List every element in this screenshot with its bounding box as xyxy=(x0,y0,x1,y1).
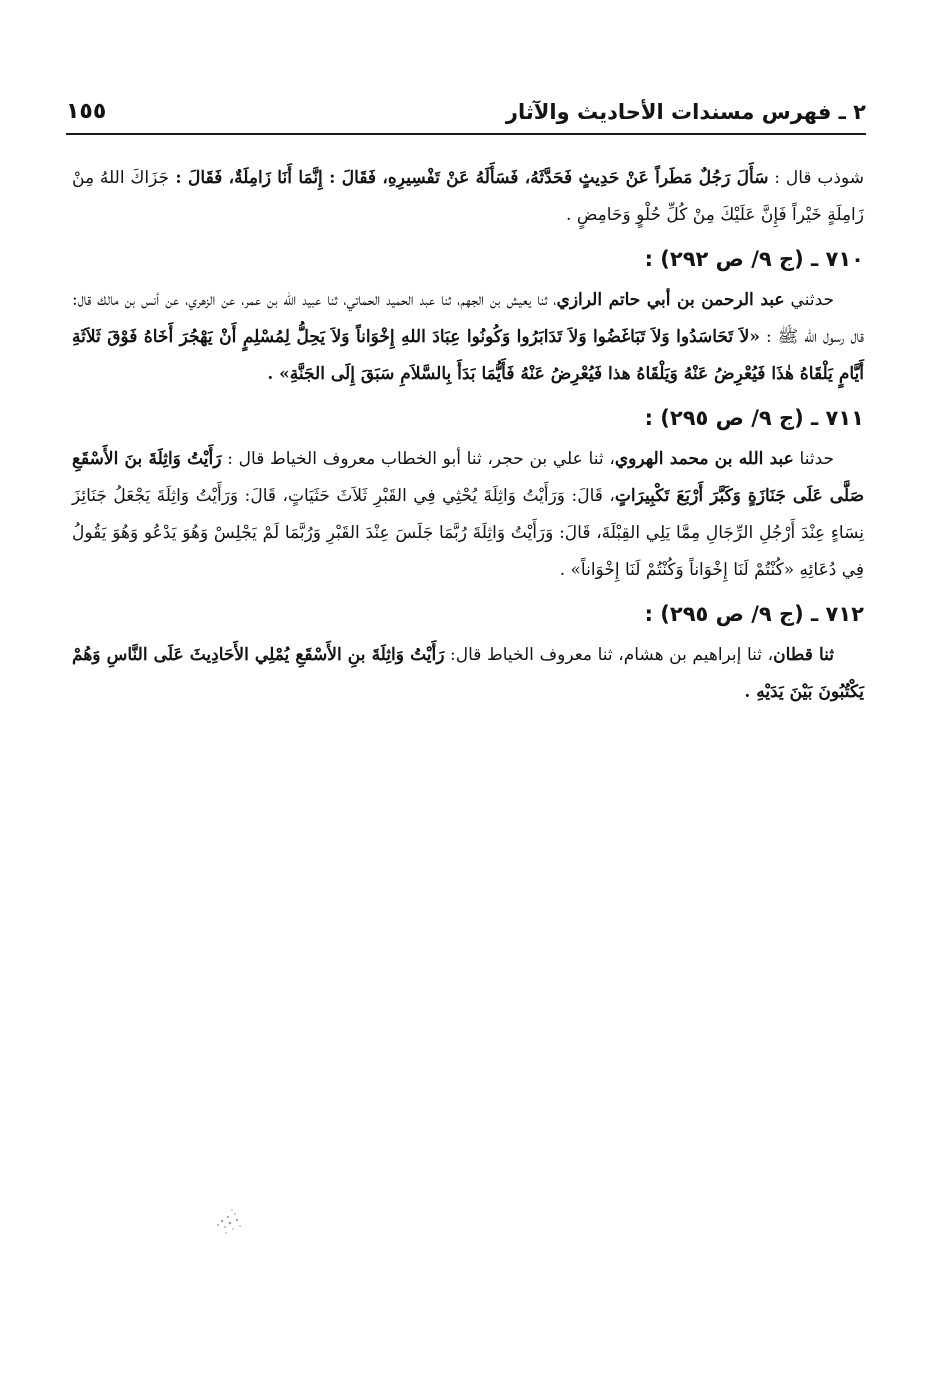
continuation-lead: شوذب قال : xyxy=(768,168,865,188)
entry-711-lead: حدثنا xyxy=(793,449,834,469)
entry-710-narrator: عبد الرحمن بن أبي حاتم الرازي xyxy=(556,290,785,310)
continuation-paragraph xyxy=(72,160,864,234)
page-header xyxy=(66,88,866,128)
continuation-quote: سَأَلَ رَجُلٌ مَطَراً عَنْ حَدِيثٍ فَحَدَّثَهُ، فَسَأَلَهُ عَنْ تَفْسِيرِهِ، فَقَالَ : إِنَّمَا أَنَا زَامِلَةٌ، فَقَالَ : xyxy=(169,168,769,188)
entry-711-chain: ، ثنا علي بن حجر، ثنا أبو الخطاب معروف الخياط قال : xyxy=(221,449,615,469)
entry-712-chain: ، ثنا إبراهيم بن هشام، ثنا معروف الخياط قال: xyxy=(444,645,774,665)
page-number: ١٥٥ xyxy=(66,99,107,124)
entry-712-lead: ثنا xyxy=(812,645,834,665)
entry-710-paragraph xyxy=(72,282,864,393)
entry-710-lead: حدثني xyxy=(784,290,834,310)
page-body xyxy=(72,160,864,711)
entry-712-text: رَأَيْتُ وَاثِلَةَ بنِ الأَسْقَعِ يُمْلِي الأَحَادِيثَ عَلَى النَّاسِ وَهُمْ يَكْتُبُونَ بَيْنَ يَدَيْهِ . xyxy=(72,645,864,702)
entry-712-paragraph xyxy=(72,637,864,711)
entry-711-text-cont: ، قَالَ: وَرَأَيْتُ وَاثِلَةَ يُحْثِي فِي القَبْرِ ثَلاَثَ حَثَيَاتٍ، قَالَ: وَرَأَيْتُ وَاثِلَةَ يَجْعَلُ جَنَائِزَ نِسَاءٍ عِنْدَ أَرْجُلِ الرِّجَالِ مِمَّا يَلِي القِبْلَةَ، قَالَ: وَرَأَيْتُ وَاثِلَةَ رُبَّمَا جَلَسَ عِنْدَ القَبْرِ وَرُبَّمَا لَمْ يَجْلِسْ وَهُوَ يَدْعُو وَهُوَ يَقُولُ فِي دُعَائِهِ «كُنْتُمْ لَنَا إِخْوَاناً وَكُنْتُمْ لَنَا إِخْوَاناً» . xyxy=(72,486,864,580)
running-title: ٢ ـ فهرس مسندات الأحاديث والآثار xyxy=(505,100,866,124)
continuation-quote-end: جَزَاكَ اللهُ مِنْ زَامِلَةٍ خَيْراً فَإِنَّ عَلَيْكَ مِنْ كُلِّ حُلْوٍ وَحَامِضٍ . xyxy=(72,168,864,225)
header-rule xyxy=(66,133,866,135)
entry-heading-711: ٧١١ ـ (ج ٩/ ص ٢٩٥) : xyxy=(644,406,864,430)
entry-711-narrator: عبد الله بن محمد الهروي xyxy=(614,449,794,469)
entry-710-text: «لاَ تَحَاسَدُوا وَلاَ تَبَاغَضُوا وَلاَ تَدَابَرُوا وَكُونُوا عِبَادَ اللهِ إِخْوَاناً وَلاَ يَحِلُّ لِمُسْلِمٍ أَنْ يَهْجُرَ أَخَاهُ فَوْقَ ثَلاَثَةِ أَيَّامٍ يَلْقَاهُ هٰذَا فَيُعْرِضُ عَنْهُ وَيَلْقَاهُ هذا فَيُعْرِضُ عَنْهُ فَأَيُّمَا بَدَأَ بِالسَّلاَمِ سَبَقَ إِلَى الجَنَّةِ» . xyxy=(72,327,864,384)
scan-speck-mark xyxy=(210,1205,248,1239)
entry-710-chain: ، ثنا يعيش بن الجهم، ثنا عبد الحميد الحماتي، ثنا عبيد الله بن عمر، عن الزهري، عن أنس بن مالك قال: قال رسول الله ﷺ : xyxy=(72,290,864,347)
entry-heading-710: ٧١٠ ـ (ج ٩/ ص ٢٩٢) : xyxy=(644,247,864,271)
entry-711-paragraph xyxy=(72,441,864,589)
entry-712-narrator: قطان xyxy=(773,645,813,665)
entry-711-text: رَأَيْتُ وَاثِلَةَ بنَ الأَسْقَعِ صَلَّى عَلَى جَنَازَةٍ وَكَبَّرَ أَرْبَعَ تَكْبِيرَاتٍ xyxy=(72,449,864,506)
entry-heading-712: ٧١٢ ـ (ج ٩/ ص ٢٩٥) : xyxy=(644,602,864,626)
